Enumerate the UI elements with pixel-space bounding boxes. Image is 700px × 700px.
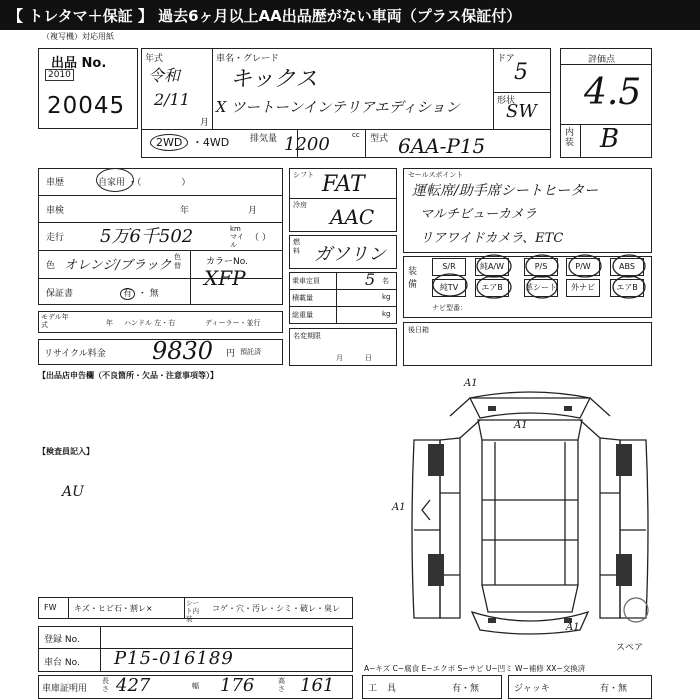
postscript-box: [403, 322, 652, 366]
width-value: 176: [220, 675, 255, 696]
equip-pw: P/W: [566, 258, 600, 276]
width-label: 幅: [192, 682, 199, 690]
year-value: 2/11: [154, 90, 190, 109]
load-label: 積載量: [292, 294, 313, 302]
damage-a1-bottom: A1: [566, 622, 580, 633]
year-era: 令和: [148, 66, 181, 85]
drive-2wd: 2WD: [150, 134, 188, 151]
color-code-label: カラーNo.: [206, 257, 248, 267]
displacement-unit: cc: [352, 131, 360, 139]
score-value: 4.5: [584, 72, 642, 113]
damage-a1-left: A1: [392, 502, 406, 513]
score-label: 評価点: [588, 55, 616, 65]
year-label: 年式: [145, 54, 164, 64]
color-label: 色: [46, 261, 56, 271]
color-change-label: 色替: [174, 253, 181, 270]
warranty-has: 有: [120, 288, 135, 300]
displacement-value: 1200: [284, 134, 330, 155]
equipment-circles: [420, 250, 660, 305]
capacity-unit: 名: [382, 277, 389, 285]
length-value: 427: [116, 675, 151, 696]
equip-airbag-2: エアB: [610, 279, 644, 297]
sales-label: セールスポイント: [408, 171, 464, 179]
color-code: XFP: [204, 266, 246, 290]
lot-number: 20045: [47, 93, 126, 119]
car-diagram: [400, 380, 660, 645]
seat-label: シート内装: [186, 599, 199, 623]
equip-alloy: 純A/W: [475, 258, 509, 276]
equip-navi: 外ナビ: [566, 279, 600, 297]
sales-line-1: 運転席/助手席シートヒーター: [412, 183, 599, 199]
inspection-month-unit: 月: [248, 206, 258, 216]
lot-label: 出品 No.: [51, 56, 107, 71]
drive-selection: [150, 134, 229, 150]
jack-has: 有・無: [600, 684, 628, 694]
subheader: （複写機）対応用紙: [42, 32, 114, 41]
doors-value: 5: [514, 60, 528, 85]
capacity-value: 5: [365, 270, 376, 289]
history-circle: [96, 168, 134, 192]
inspector-label: 【検査員記入】: [38, 447, 94, 456]
damage-legend: A−キズ C−腐食 E−エクボ S−サビ U−凹ミ W−補修 XX−交換済: [364, 664, 586, 673]
fuel-value: ガソリン: [314, 244, 386, 265]
interior-label: 内装: [565, 128, 575, 148]
navi-model: ナビ型番：: [432, 304, 467, 312]
shift-value: FAT: [322, 172, 365, 197]
certificate-label: 車庫証明用: [42, 684, 88, 694]
header-bar: [0, 0, 700, 30]
history-options: 自家用 ・（ ）: [98, 178, 191, 188]
inspector-note: AU: [62, 484, 84, 500]
recycle-label: リサイクル料金: [44, 349, 106, 359]
spare-label: スペア: [616, 643, 644, 653]
jack-label: ジャッキ: [514, 684, 550, 694]
name-change-label: 名変期限: [293, 332, 321, 340]
length-label: 長さ: [102, 677, 109, 693]
load-unit: kg: [382, 293, 391, 301]
interior-marks: キズ・ヒビ石・割レ×: [74, 604, 153, 613]
shape-value: SW: [506, 101, 537, 122]
lot-stamp: 2010: [45, 69, 74, 81]
shift-label: シフト: [293, 171, 314, 179]
tools-has: 有・無: [452, 684, 480, 694]
equip-sr: S/R: [432, 258, 466, 276]
aircon-value: AAC: [330, 205, 375, 229]
recycle-value: 9830: [152, 337, 214, 365]
recycle-note: 預託済: [240, 348, 261, 356]
fuel-label: 燃料: [293, 238, 300, 255]
inspection-label: 車検: [46, 206, 65, 216]
year-month-unit: 月: [200, 118, 210, 128]
warranty-none: 無: [149, 289, 159, 299]
interior-fw: FW: [44, 603, 57, 612]
equip-ps: P/S: [524, 258, 558, 276]
warranty-sep: ・: [137, 289, 147, 299]
equipment-label: 装備: [408, 267, 418, 290]
equip-leather: 革シート: [524, 279, 558, 297]
model-value: 6AA-P15: [398, 134, 486, 158]
shape-label: 形状: [497, 96, 516, 106]
equip-airbag: エアB: [475, 279, 509, 297]
seat-marks: コゲ・穴・汚レ・シミ・破レ・臭レ: [212, 604, 340, 613]
model-year-label: モデル年式: [41, 313, 69, 329]
aircon-label: 冷房: [293, 201, 307, 209]
chassis-label: 車台 No.: [44, 658, 80, 668]
header-title: 【 トレタマ＋保証 】 過去6ヶ月以上AA出品歴がない車両（プラス保証付）: [8, 7, 522, 25]
dealer-options: ディーラー・並行: [205, 319, 261, 327]
height-value: 161: [300, 675, 335, 696]
car-name: キックス: [230, 67, 318, 92]
name-change-unit: 月日: [336, 354, 394, 362]
model-year-unit: 年: [106, 319, 113, 327]
mileage-label: 走行: [46, 233, 65, 243]
sales-line-3: リアワイドカメラ、ETC: [420, 231, 564, 246]
weight-unit: kg: [382, 310, 391, 318]
damage-a1-roof: A1: [514, 420, 528, 431]
mileage-extra: （ ）: [250, 233, 271, 243]
recycle-unit: 円: [226, 349, 236, 359]
height-label: 高さ: [278, 677, 285, 693]
equip-tv: 純TV: [432, 279, 466, 297]
damage-a1-top: A1: [464, 378, 478, 389]
equip-abs: ABS: [610, 258, 644, 276]
doors-label: ドア: [497, 54, 515, 64]
model-label: 型式: [370, 134, 389, 144]
warranty-label: 保証書: [46, 289, 74, 299]
lot-box: [38, 48, 138, 129]
capacity-label: 乗車定員: [292, 277, 320, 285]
warranty-options: [120, 286, 159, 299]
car-name-label: 車名・グレード: [216, 54, 280, 64]
interior-value: B: [600, 124, 620, 154]
seller-notes-label: 【出品店申告欄（不良箇所・欠品・注意事項等）】: [38, 371, 218, 380]
registration-label: 登録 No.: [44, 635, 80, 645]
mileage-unit: km マイル: [230, 225, 244, 249]
chassis-value: P15-016189: [114, 648, 234, 669]
postscript-label: 後日箱: [408, 326, 429, 334]
car-grade: X ツートーンインテリアエディション: [216, 100, 460, 116]
handle-options: ハンドル 左・右: [124, 319, 176, 327]
weight-label: 総重量: [292, 311, 313, 319]
history-label: 車歴: [46, 178, 65, 188]
tools-label: 工具: [368, 684, 407, 694]
color-value: オレンジ/ブラック: [64, 258, 172, 273]
sales-line-2: マルチビューカメラ: [420, 207, 537, 222]
mileage-value: 5万6千502: [100, 226, 194, 247]
drive-4wd: ・4WD: [191, 136, 230, 149]
displacement-label: 排気量: [250, 134, 278, 144]
inspection-year-unit: 年: [180, 206, 190, 216]
